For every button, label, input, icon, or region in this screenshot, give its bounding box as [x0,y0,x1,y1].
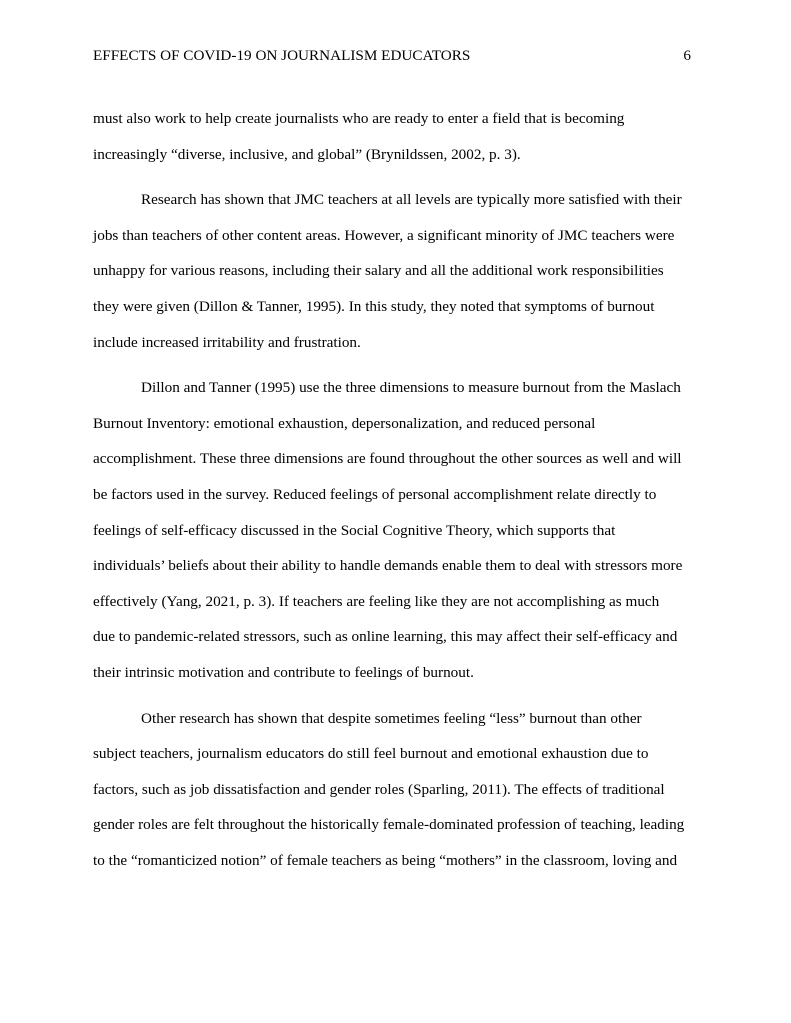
text-line: Research has shown that JMC teachers at all levels are typically more satisfied with their [141,191,682,209]
text-line: be factors used in the survey. Reduced feelings of personal accomplishment relate directly to [93,485,657,503]
text-line: include increased irritability and frustration. [93,333,361,351]
body-text [93,107,695,894]
running-head [93,46,693,66]
page-number: 6 [683,47,691,64]
text-line: effectively (Yang, 2021, p. 3). If teachers are feeling like they are not accomplishing as much [93,592,660,610]
text-line: feelings of self-efficacy discussed in the Social Cognitive Theory, which supports that [93,521,616,539]
text-line: unhappy for various reasons, including their salary and all the additional work responsibilities [93,262,664,280]
text-line: individuals’ beliefs about their ability to handle demands enable them to deal with stressors more [93,557,683,575]
text-line: gender roles are felt throughout the historically female-dominated profession of teaching, leading [93,816,685,834]
text-line: due to pandemic-related stressors, such as online learning, this may affect their self-efficacy and [93,628,678,646]
text-line: must also work to help create journalists who are ready to enter a field that is becoming [93,110,625,127]
text-line: increasingly “diverse, inclusive, and global” (Brynildssen, 2002, p. 3). [93,145,521,163]
paragraph-continued [93,107,695,178]
text-line: Burnout Inventory: emotional exhaustion, depersonalization, and reduced personal [93,414,596,432]
text-line: Dillon and Tanner (1995) use the three dimensions to measure burnout from the Maslach [141,379,681,397]
text-line: accomplishment. These three dimensions are found throughout the other sources as well and will [93,450,682,468]
running-head-title: EFFECTS OF COVID-19 ON JOURNALISM EDUCATORS [93,47,471,64]
text-line: factors, such as job dissatisfaction and gender roles (Sparling, 2011). The effects of traditional [93,780,665,798]
text-line: they were given (Dillon & Tanner, 1995). In this study, they noted that symptoms of burnout [93,297,655,315]
paragraph-maslach-dimensions [93,376,695,696]
text-line: subject teachers, journalism educators do still feel burnout and emotional exhaustion due to [93,745,649,763]
text-line: to the “romanticized notion” of female teachers as being “mothers” in the classroom, loving and [93,851,678,869]
paragraph-jmc-satisfaction [93,188,695,366]
text-line: jobs than teachers of other content areas. However, a significant minority of JMC teachers were [93,226,675,244]
text-line: Other research has shown that despite sometimes feeling “less” burnout than other [141,709,642,727]
paragraph-gender-roles [93,707,695,885]
text-line: their intrinsic motivation and contribute to feelings of burnout. [93,663,474,681]
